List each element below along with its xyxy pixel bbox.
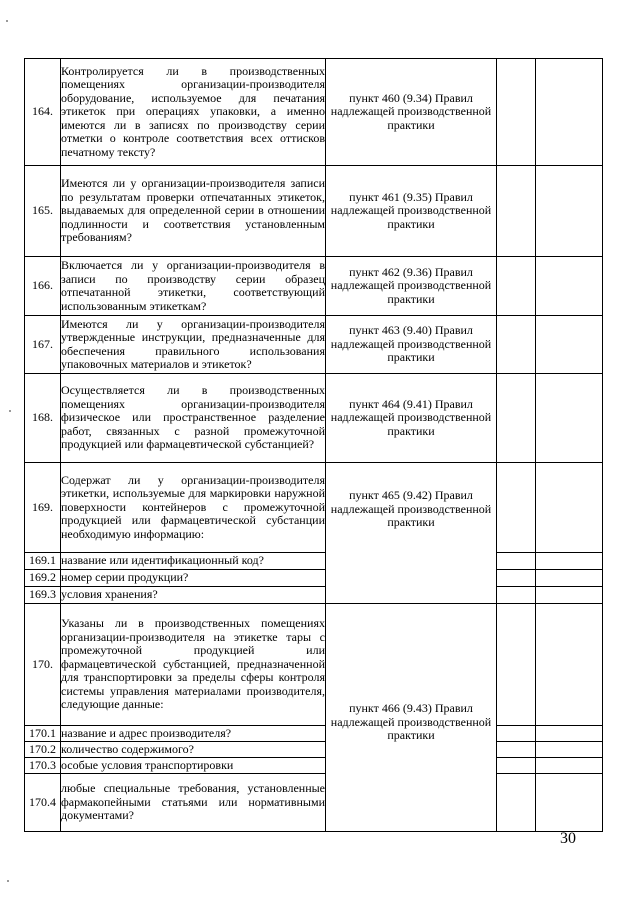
question-text: номер серии продукции? [61, 570, 326, 587]
row-number: 169. [25, 463, 61, 553]
row-number: 166. [25, 257, 61, 316]
reference-text: пункт 464 (9.41) Правил надлежащей производственной практики [326, 374, 497, 463]
note-cell [536, 374, 603, 463]
question-text: Указаны ли в производственных помещениях организации-производителя на этикетке тары с промежуточной продукцией или фармацевтической субстанцией, предназначенной для транспортировки за пределы сферы контроля системы управления материалами производителя, следующие данные: [61, 604, 326, 726]
table-row [25, 553, 603, 570]
question-text: Содержат ли у организации-производителя этикетки, используемые для маркировки наружной поверхности контейнеров с промежуточной продукцией или фармацевтической субстанции необходимую информацию: [61, 463, 326, 553]
question-text: Контролируется ли в производственных помещениях организации-производителя оборудование, используемое для печатания этикеток при операциях упаковки, а именно имеются ли в записях по производству серии отметки о контроле соответствия всех оттисков печатному тексту? [61, 59, 326, 166]
note-cell [536, 604, 603, 726]
question-text: Осуществляется ли в производственных помещениях организации-производителя физическое или пространственное разделение работ, связанных с разной промежуточной продукцией или фармацевтической субстанцией? [61, 374, 326, 463]
answer-cell [497, 463, 536, 553]
note-cell [536, 166, 603, 257]
question-text: Включается ли у организации-производителя в записи по производству серии образец отпечатанной этикетки, соответствующий использованным этикеткам? [61, 257, 326, 316]
answer-cell [497, 374, 536, 463]
table-row [25, 570, 603, 587]
table-row [25, 742, 603, 758]
question-text: любые специальные требования, установленные фармакопейными статьями или нормативными документами? [61, 774, 326, 832]
note-cell [536, 59, 603, 166]
scan-speck [9, 410, 11, 412]
question-text: Имеются ли у организации-производителя записи по результатам проверки отпечатанных этикеток, выдаваемых для определенной серии в отношении подлинности и соответствия установленным требованиям? [61, 166, 326, 257]
note-cell [536, 257, 603, 316]
table-row [25, 604, 603, 726]
answer-cell [497, 758, 536, 774]
row-number: 169.2 [25, 570, 61, 587]
checklist-table [24, 58, 603, 832]
table-row [25, 316, 603, 374]
question-text: название и адрес производителя? [61, 726, 326, 742]
question-text: название или идентификационный код? [61, 553, 326, 570]
answer-cell [497, 257, 536, 316]
table-row [25, 59, 603, 166]
row-number: 170.3 [25, 758, 61, 774]
table-row [25, 587, 603, 604]
answer-cell [497, 553, 536, 570]
row-number: 164. [25, 59, 61, 166]
note-cell [536, 758, 603, 774]
question-text: количество содержимого? [61, 742, 326, 758]
note-cell [536, 553, 603, 570]
row-number: 170.4 [25, 774, 61, 832]
note-cell [536, 463, 603, 553]
note-cell [536, 316, 603, 374]
reference-text: пункт 462 (9.36) Правил надлежащей производственной практики [326, 257, 497, 316]
answer-cell [497, 166, 536, 257]
note-cell [536, 570, 603, 587]
answer-cell [497, 570, 536, 587]
answer-cell [497, 587, 536, 604]
page-number: 30 [560, 830, 576, 847]
note-cell [536, 726, 603, 742]
reference-text: пункт 466 (9.43) Правил надлежащей производственной практики [326, 604, 497, 832]
row-number: 170.2 [25, 742, 61, 758]
note-cell [536, 774, 603, 832]
table-row [25, 463, 603, 553]
note-cell [536, 742, 603, 758]
table-row [25, 374, 603, 463]
table-row [25, 257, 603, 316]
row-number: 165. [25, 166, 61, 257]
note-cell [536, 587, 603, 604]
answer-cell [497, 726, 536, 742]
answer-cell [497, 774, 536, 832]
reference-text: пункт 461 (9.35) Правил надлежащей производственной практики [326, 166, 497, 257]
question-text: особые условия транспортировки [61, 758, 326, 774]
table-row [25, 166, 603, 257]
reference-text: пункт 465 (9.42) Правил надлежащей производственной практики [326, 463, 497, 604]
table-row [25, 726, 603, 742]
answer-cell [497, 316, 536, 374]
row-number: 167. [25, 316, 61, 374]
row-number: 169.3 [25, 587, 61, 604]
row-number: 168. [25, 374, 61, 463]
row-number: 170.1 [25, 726, 61, 742]
question-text: условия хранения? [61, 587, 326, 604]
row-number: 170. [25, 604, 61, 726]
table-row [25, 758, 603, 774]
answer-cell [497, 59, 536, 166]
row-number: 169.1 [25, 553, 61, 570]
answer-cell [497, 604, 536, 726]
reference-text: пункт 463 (9.40) Правил надлежащей производственной практики [326, 316, 497, 374]
reference-text: пункт 460 (9.34) Правил надлежащей производственной практики [326, 59, 497, 166]
scan-speck [6, 20, 8, 22]
table-row [25, 774, 603, 832]
scan-speck [7, 880, 9, 882]
question-text: Имеются ли у организации-производителя утвержденные инструкции, предназначенные для обеспечения правильного использования упаковочных материалов и этикеток? [61, 316, 326, 374]
answer-cell [497, 742, 536, 758]
